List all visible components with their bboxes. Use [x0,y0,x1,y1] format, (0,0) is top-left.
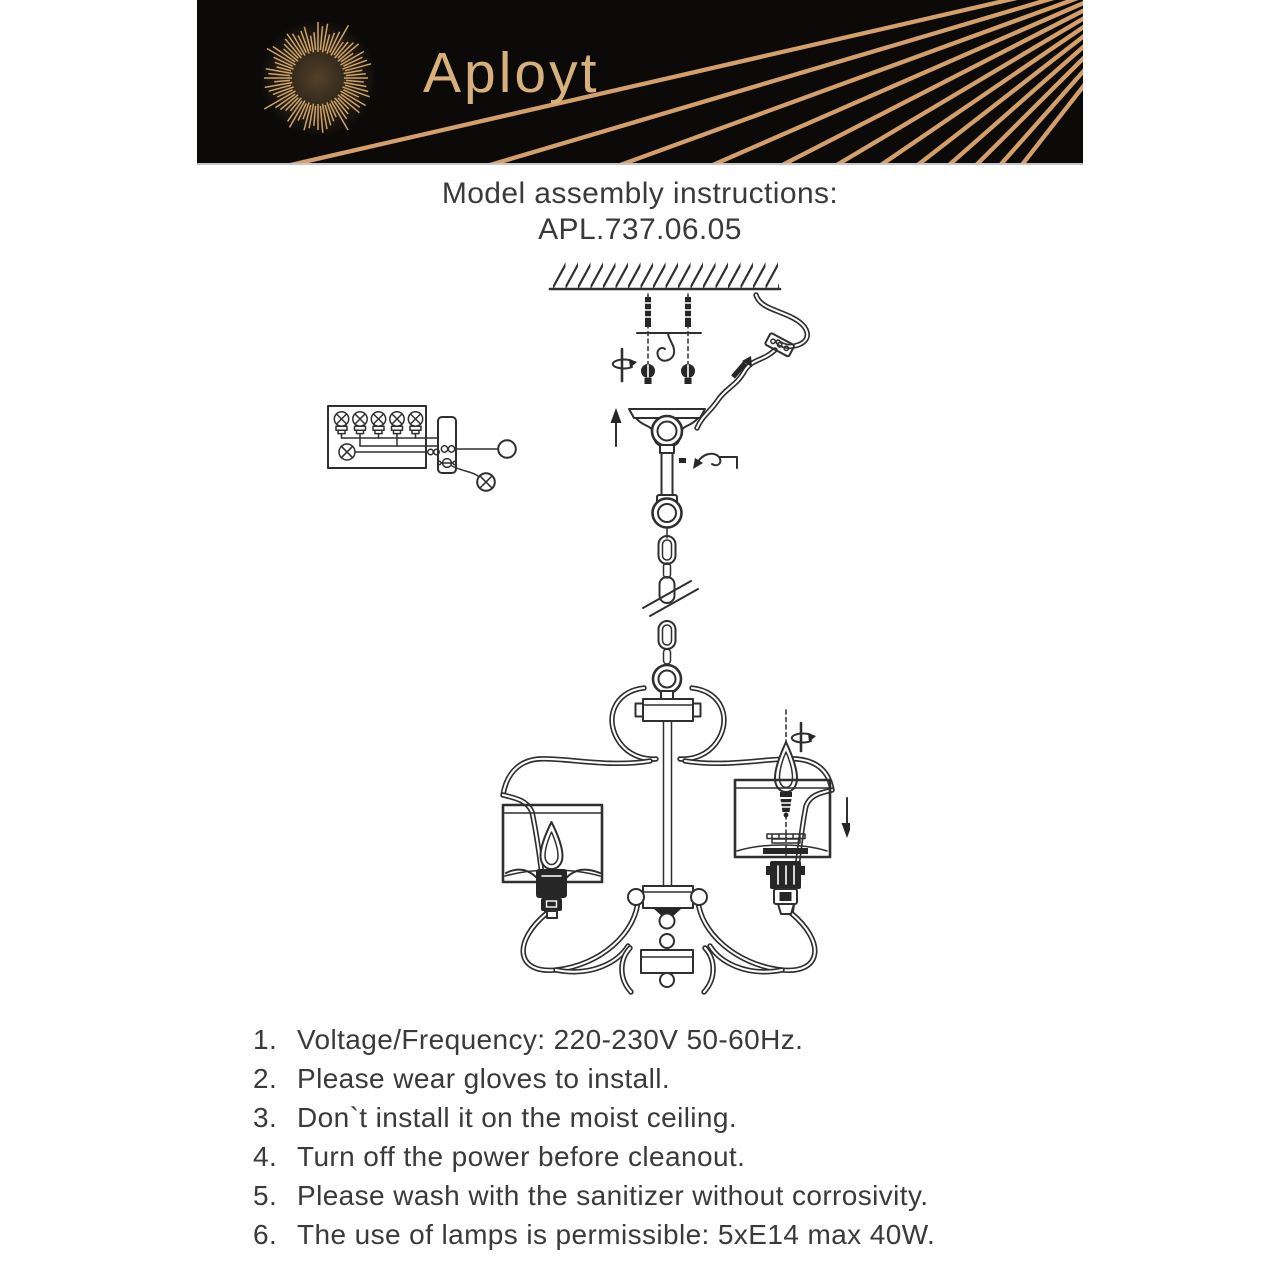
lamp-symbol [334,412,348,438]
up-arrow-icon [611,408,622,446]
left-lamp-shade [503,805,602,918]
rotate-screw-icon [613,349,637,381]
neutral-terminal-symbol [498,440,516,458]
chain-icon [643,527,698,693]
lamp-socket-icon [536,869,567,918]
instruction-text: Turn off the power before cleanout. [297,1141,746,1172]
ceiling-icon [550,262,780,289]
instruction-text: Please wear gloves to install. [297,1063,671,1094]
wiring-diagram [328,406,516,491]
brand-name: Aployt [423,41,600,105]
anchor-screw-icon [644,297,692,327]
right-lamp-exploded [735,710,850,914]
model-number: APL.737.06.05 [538,213,742,246]
lamp-symbol [339,444,355,460]
candle-bulb-icon [541,822,563,869]
terminal-block [438,417,456,473]
wire-connection-icon [697,295,807,428]
instruction-item [253,1098,1083,1137]
instruction-number: 4. [253,1141,278,1172]
instruction-text: The use of lamps is permissible: 5xE14 max 40W. [297,1219,936,1250]
canopy-icon [611,408,738,528]
instruction-number: 1. [253,1024,278,1055]
banner-art [197,0,1083,163]
instruction-text: Don`t install it on the moist ceiling. [297,1102,738,1133]
lamp-symbol [477,473,495,491]
instruction-text: Voltage/Frequency: 220-230V 50-60Hz. [297,1024,804,1055]
instruction-item [253,1020,1083,1059]
rotate-bulb-icon [792,723,816,751]
lamp-symbol [390,412,404,438]
page-title: Model assembly instructions: [441,177,839,210]
assembly-diagram [250,250,850,1020]
instruction-text: Please wash with the sanitizer without corrosivity. [297,1180,929,1211]
instruction-item [253,1059,1083,1098]
chain-break-icon [643,581,698,616]
instruction-number: 3. [253,1102,278,1133]
twist-lock-icon [679,454,737,469]
bottom-finial-exploded [641,934,693,987]
instruction-number: 2. [253,1063,278,1094]
instruction-item [253,1215,1083,1254]
instructions-list [253,1020,1083,1254]
title-block [0,176,1280,247]
instruction-number: 5. [253,1180,278,1211]
lamp-symbol [371,412,385,438]
instruction-item [253,1176,1083,1215]
mounting-bar-hook-icon [613,294,701,384]
down-arrow-icon [842,798,851,838]
lamp-symbol [353,412,367,438]
chandelier-column [628,691,707,987]
lamp-socket-icon [766,861,805,914]
lamp-symbol [408,412,422,438]
brand-banner [197,0,1083,165]
instruction-item [253,1137,1083,1176]
instruction-number: 6. [253,1219,278,1250]
screw-head-icon [641,364,695,384]
